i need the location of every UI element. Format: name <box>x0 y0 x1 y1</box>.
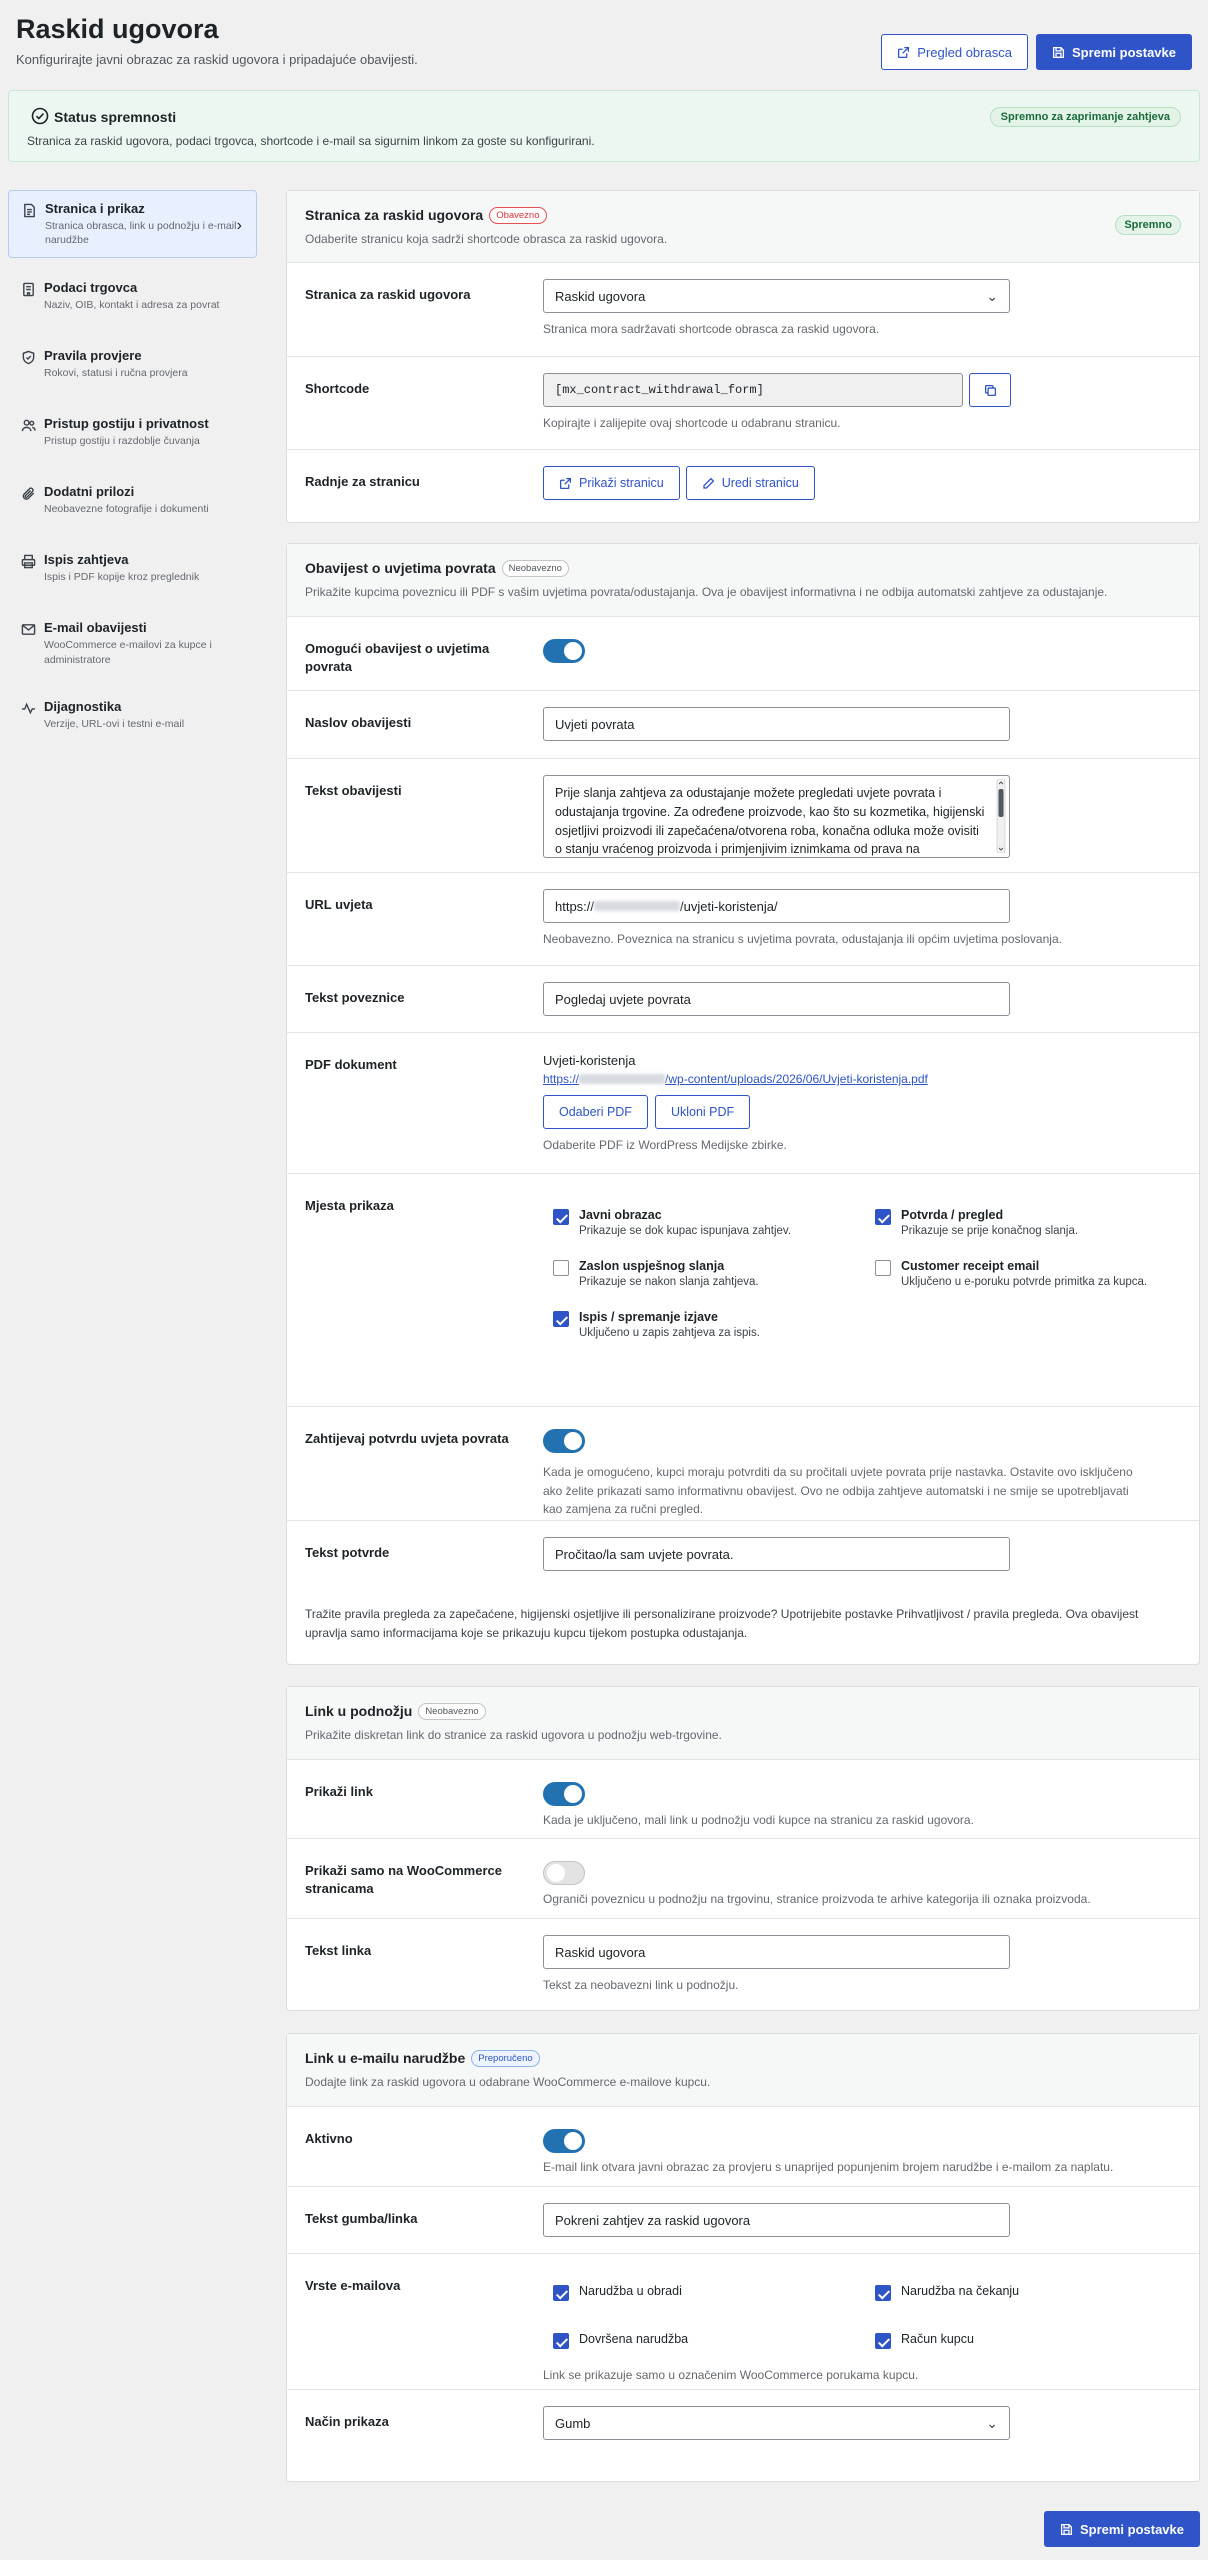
email-types-row <box>287 2254 1199 2390</box>
url-prefix: https:// <box>555 898 595 914</box>
field-label: Tekst obavijesti <box>305 783 402 798</box>
checkbox[interactable] <box>875 1209 891 1225</box>
page-section-panel <box>286 190 1200 523</box>
email-processing-checkbox[interactable] <box>553 2284 875 2298</box>
select-pdf-button[interactable]: Odaberi PDF <box>543 1095 648 1129</box>
redacted-domain <box>579 1074 665 1084</box>
check-desc: Uključeno u e-poruku potvrde primitka za kupca. <box>901 1276 1148 1288</box>
sidebar-item-title: Pristup gostiju i privatnost <box>44 416 209 432</box>
pdf-document-row <box>287 1033 1199 1174</box>
checkbox[interactable] <box>553 1260 569 1276</box>
field-control <box>543 2264 1181 2385</box>
preview-form-button[interactable] <box>881 34 1028 70</box>
checkbox[interactable] <box>875 2285 891 2301</box>
redacted-domain <box>594 901 680 911</box>
page-select-row <box>287 263 1199 357</box>
field-label: PDF dokument <box>305 1057 397 1072</box>
field-control <box>543 889 1181 949</box>
footer-link-text-input[interactable]: Raskid ugovora <box>543 1935 1010 1969</box>
scrollbar[interactable] <box>996 779 1006 853</box>
require-confirmation-row <box>287 1407 1199 1521</box>
field-help: Neobavezno. Poveznica na stranicu s uvjetima povrata, odustajanja ili općim uvjetima poslovanja. <box>543 932 1062 946</box>
link-text-input[interactable]: Pogledaj uvjete povrata <box>543 982 1010 1016</box>
page-icon <box>22 203 37 218</box>
panel-header <box>287 191 1199 263</box>
field-control <box>543 775 1181 858</box>
check-title: Javni obrazac <box>579 1208 662 1222</box>
sidebar-item-diagnostics[interactable] <box>8 689 257 745</box>
checkbox[interactable] <box>875 1260 891 1276</box>
footer-save-label: Spremi postavke <box>1079 2521 1184 2537</box>
check-desc: Prikazuje se dok kupac ispunjava zahtjev. <box>579 1225 792 1237</box>
display-places-checkboxes <box>553 1208 1181 1339</box>
field-label: Radnje za stranicu <box>305 474 420 489</box>
field-label: Aktivno <box>305 2131 353 2146</box>
field-control <box>543 982 1181 1016</box>
checkbox[interactable] <box>553 2285 569 2301</box>
field-control <box>543 1537 1181 1571</box>
chevron-down-icon: ⌄ <box>986 2414 998 2431</box>
ready-badge: Spremno <box>1115 215 1181 235</box>
printer-icon <box>21 554 36 569</box>
notice-text-textarea[interactable] <box>543 775 1010 858</box>
email-types-checkboxes <box>553 2284 1181 2346</box>
check-title: Narudžba u obradi <box>579 2284 682 2298</box>
sidebar-item-desc: Pristup gostiju i razdoblje čuvanja <box>44 435 200 448</box>
shortcode-input[interactable]: [mx_contract_withdrawal_form] <box>543 373 963 407</box>
save-icon <box>1052 46 1065 59</box>
pdf-file-link[interactable] <box>543 1072 1181 1086</box>
sidebar-item-desc: Naziv, OIB, kontakt i adresa za povrat <box>44 299 220 312</box>
link-text-row <box>287 966 1199 1033</box>
field-label: Shortcode <box>305 381 370 396</box>
require-confirmation-toggle[interactable] <box>543 1429 585 1453</box>
field-control <box>543 466 1181 500</box>
sidebar-item-merchant-data[interactable] <box>8 270 257 326</box>
sidebar-item-title: Ispis zahtjeva <box>44 552 129 568</box>
field-help: Kada je uključeno, mali link u podnožju vodi kupce na stranicu za raskid ugovora. <box>543 1813 974 1827</box>
check-title: Customer receipt email <box>901 1259 1040 1273</box>
optional-badge: Neobavezno <box>502 560 569 577</box>
sidebar-item-desc: Rokovi, statusi i ručna provjera <box>44 367 188 380</box>
field-help: Link se prikazuje samo u označenim WooCommerce porukama kupcu. <box>543 2368 919 2382</box>
page-actions-row <box>287 450 1199 522</box>
required-badge: Obavezno <box>489 207 546 224</box>
sidebar-item-desc: Neobavezne fotografije i dokumenti <box>44 503 209 516</box>
field-label: Naslov obavijesti <box>305 715 412 730</box>
status-badge: Spremno za zaprimanje zahtjeva <box>990 107 1181 127</box>
active-row <box>287 2107 1199 2187</box>
email-invoice-checkbox[interactable] <box>875 2332 1175 2346</box>
field-label: Stranica za raskid ugovora <box>305 287 471 302</box>
panel-header <box>287 1687 1199 1760</box>
field-help: Stranica mora sadržavati shortcode obrasca za raskid ugovora. <box>543 322 880 336</box>
save-settings-label: Spremi postavke <box>1071 44 1176 60</box>
show-link-row <box>287 1760 1199 1839</box>
page-header <box>8 0 1200 90</box>
field-help: Ograniči poveznicu u podnožju na trgovinu, stranice proizvoda te arhive kategorija ili oznaka proizvoda. <box>543 1892 1091 1906</box>
remove-pdf-button[interactable]: Ukloni PDF <box>655 1095 750 1129</box>
check-title: Narudžba na čekanju <box>901 2284 1020 2298</box>
sidebar-item-desc: WooCommerce e-mailovi za kupce i administratore <box>44 639 212 666</box>
email-on-hold-checkbox[interactable] <box>875 2284 1175 2298</box>
display-mode-value: Gumb <box>555 2415 591 2431</box>
field-label: Prikaži link <box>305 1784 373 1799</box>
place-receipt-email-checkbox[interactable] <box>875 1259 1175 1288</box>
preview-form-label: Pregled obrasca <box>917 44 1012 60</box>
field-help: Kada je omogućeno, kupci moraju potvrditi da su pročitali uvjete povrata prije nastavka. Ostavite ovo isključeno ako želite prikazati samo informativnu obavijest. Ovo ne odbija zahtjeve automatski i ne smije se upotrebljavati kao zamjena za ručni pregled. <box>543 1465 1133 1517</box>
place-confirmation-checkbox[interactable] <box>875 1208 1175 1237</box>
field-control <box>543 1053 1181 1155</box>
show-link-toggle[interactable] <box>543 1782 585 1806</box>
field-control <box>543 2406 1181 2440</box>
panel-header <box>287 544 1199 617</box>
shield-icon <box>21 350 36 365</box>
copy-shortcode-button[interactable] <box>969 373 1011 407</box>
shortcode-group <box>543 373 1181 407</box>
field-label: Omogući obavijest o uvjetima povrata <box>305 641 490 675</box>
checkbox[interactable] <box>553 1311 569 1327</box>
check-desc: Prikazuje se nakon slanja zahtjeva. <box>579 1276 759 1288</box>
sidebar-item-desc: Stranica obrasca, link u podnožju i e-mail narudžbe <box>45 220 237 247</box>
pdf-url-prefix: https:// <box>543 1072 580 1086</box>
field-label: Zahtijevaj potvrdu uvjeta povrata <box>305 1431 509 1446</box>
field-control <box>543 1935 1181 1995</box>
check-desc: Uključeno u zapis zahtjeva za ispis. <box>579 1327 760 1339</box>
order-email-link-panel <box>286 2033 1200 2482</box>
check-title: Dovršena narudžba <box>579 2332 689 2346</box>
sidebar-item-guest-access[interactable] <box>8 406 257 462</box>
sidebar-item-print-request[interactable] <box>8 542 257 598</box>
save-settings-button[interactable] <box>1036 34 1192 70</box>
sidebar-item-title: Podaci trgovca <box>44 280 138 296</box>
status-text: Stranica za raskid ugovora, podaci trgovca, shortcode i e-mail sa sigurnim linkom za goste su konfigurirani. <box>27 134 595 148</box>
sidebar-item-title: Dodatni prilozi <box>44 484 135 500</box>
sidebar-item-title: Pravila provjere <box>44 348 142 364</box>
link-label-row <box>287 1919 1199 2009</box>
sidebar-item-email-notifications[interactable] <box>8 610 257 676</box>
field-label: Mjesta prikaza <box>305 1198 394 1213</box>
show-page-button[interactable] <box>543 466 680 500</box>
check-desc: Prikazuje se prije konačnog slanja. <box>901 1225 1079 1237</box>
notice-heading-input[interactable]: Uvjeti povrata <box>543 707 1010 741</box>
sidebar-item-desc: Ispis i PDF kopije kroz preglednik <box>44 571 200 584</box>
display-mode-row <box>287 2390 1199 2480</box>
panel-header <box>287 2034 1199 2107</box>
terms-url-input[interactable] <box>543 889 1010 923</box>
footer-save-button[interactable] <box>1044 2511 1200 2547</box>
pdf-url-suffix: /wp-content/uploads/2026/06/Uvjeti-koristenja.pdf <box>665 1072 928 1086</box>
header-actions <box>881 34 1192 70</box>
page-select-value: Raskid ugovora <box>555 288 646 304</box>
pencil-icon <box>702 477 715 490</box>
field-label: Tekst gumba/linka <box>305 2211 418 2226</box>
sidebar-item-desc: Verzije, URL-ovi i testni e-mail <box>44 717 185 730</box>
field-label: Način prikaza <box>305 2414 389 2429</box>
woo-only-toggle[interactable] <box>543 1861 585 1885</box>
sidebar-item-title: Stranica i prikaz <box>45 201 145 216</box>
panel-title: Stranica za raskid ugovora <box>305 207 484 223</box>
place-success-screen-checkbox[interactable] <box>553 1259 875 1288</box>
field-help: Tekst za neobavezni link u podnožju. <box>543 1978 739 1992</box>
chevron-right-icon: › <box>236 217 242 234</box>
notice-text-value: Prije slanja zahtjeva za odustajanje možete pregledati uvjete povrata i odustajanja trgovine. Za određene proizvode, kao što su kozmetika, higijenski osjetljivi proizvodi ili zapečaćena/otvorena roba, konačna odluka može ovisiti o stanju vraćenog proizvoda i primjenjivim iznimkama od prava na <box>555 786 985 857</box>
sidebar-item-page-display[interactable] <box>8 190 257 258</box>
panel-description: Prikažite diskretan link do stranice za raskid ugovora u podnožju web-trgovine. <box>305 1728 722 1742</box>
panel-title: Link u podnožju <box>305 1703 413 1719</box>
field-control <box>543 279 1181 339</box>
pdf-actions <box>543 1095 1181 1129</box>
panel-description: Dodajte link za raskid ugovora u odabrane WooCommerce e-mailove kupcu. <box>305 2075 711 2089</box>
check-title: Račun kupcu <box>901 2332 974 2346</box>
pdf-file-name: Uvjeti-koristenja <box>543 1053 636 1068</box>
settings-sidebar <box>8 190 257 757</box>
notice-text-row <box>287 759 1199 873</box>
field-label: URL uvjeta <box>305 897 373 912</box>
email-button-text-input[interactable]: Pokreni zahtjev za raskid ugovora <box>543 2203 1010 2237</box>
sidebar-item-validation-rules[interactable] <box>8 338 257 394</box>
external-link-icon <box>897 46 910 59</box>
woo-only-row <box>287 1839 1199 1919</box>
copy-icon <box>984 384 997 397</box>
optional-badge: Neobavezno <box>418 1703 485 1720</box>
field-label: Vrste e-mailova <box>305 2278 401 2293</box>
field-control <box>543 1776 1181 1830</box>
sidebar-item-attachments[interactable] <box>8 474 257 530</box>
check-title: Zaslon uspješnog slanja <box>579 1259 725 1273</box>
mail-icon <box>21 622 36 637</box>
panel-title: Link u e-mailu narudžbe <box>305 2050 466 2066</box>
confirmation-text-input[interactable]: Pročitao/la sam uvjete povrata. <box>543 1537 1010 1571</box>
field-control <box>543 1423 1181 1519</box>
place-print-checkbox[interactable] <box>553 1310 875 1339</box>
save-icon <box>1060 2523 1073 2536</box>
field-control <box>543 373 1181 433</box>
display-mode-select[interactable] <box>543 2406 1010 2440</box>
url-suffix: /uvjeti-koristenja/ <box>680 898 778 914</box>
field-control <box>543 2203 1181 2237</box>
place-public-form-checkbox[interactable] <box>553 1208 875 1237</box>
enable-notice-toggle[interactable] <box>543 639 585 663</box>
email-link-active-toggle[interactable] <box>543 2129 585 2153</box>
external-link-icon <box>559 477 572 490</box>
check-circle-icon <box>31 107 49 125</box>
email-completed-checkbox[interactable] <box>553 2332 875 2346</box>
display-places-row <box>287 1174 1199 1407</box>
field-help: Odaberite PDF iz WordPress Medijske zbirke. <box>543 1138 787 1152</box>
confirmation-text-row <box>287 1521 1199 1666</box>
field-control <box>543 633 1181 666</box>
shortcode-row <box>287 357 1199 450</box>
notice-footnote: Tražite pravila pregleda za zapečaćene, higijenski osjetljive ili personalizirane proizvode? Upotrijebite postavke Prihvatljivost / pravila pregleda. Ova obavijest upravlja samo informacijama koje se prikazuju kupcu tijekom postupka odustajanja. <box>305 1607 1139 1641</box>
page-subtitle: Konfigurirajte javni obrazac za raskid ugovora i pripadajuće obavijesti. <box>16 52 418 67</box>
field-label: Prikaži samo na WooCommerce stranicama <box>305 1863 502 1897</box>
field-control <box>543 707 1181 741</box>
notice-heading-row <box>287 691 1199 759</box>
status-title: Status spremnosti <box>54 109 177 125</box>
field-label: Tekst potvrde <box>305 1545 390 1560</box>
field-control <box>543 2123 1181 2177</box>
readiness-status-box <box>8 90 1200 162</box>
field-control <box>543 1855 1181 1909</box>
terms-url-row <box>287 873 1199 966</box>
field-help: Kopirajte i zalijepite ovaj shortcode u odabranu stranicu. <box>543 416 841 430</box>
check-title: Potvrda / pregled <box>901 1208 1004 1222</box>
edit-page-label: Uredi stranicu <box>721 476 799 490</box>
field-control <box>543 1188 1181 1339</box>
edit-page-button[interactable] <box>686 466 815 500</box>
footer-link-panel <box>286 1686 1200 2011</box>
users-icon <box>21 418 36 433</box>
panel-description: Odaberite stranicu koja sadrži shortcode obrasca za raskid ugovora. <box>305 232 668 246</box>
chevron-down-icon: ⌄ <box>986 287 998 304</box>
checkbox[interactable] <box>553 1209 569 1225</box>
return-notice-panel <box>286 543 1200 1665</box>
panel-description: Prikažite kupcima poveznicu ili PDF s vašim uvjetima povrata/odustajanja. Ova je obavijest informativna i ne odbija automatski zahtjeve za odustajanje. <box>305 585 1108 599</box>
field-label: Tekst poveznice <box>305 990 405 1005</box>
panel-title: Obavijest o uvjetima povrata <box>305 560 496 576</box>
button-text-row <box>287 2187 1199 2254</box>
field-help: E-mail link otvara javni obrazac za provjeru s unaprijed popunjenim brojem narudžbe i e-mailom za naplatu. <box>543 2160 1114 2174</box>
sidebar-item-title: Dijagnostika <box>44 698 122 714</box>
checkbox[interactable] <box>553 2333 569 2349</box>
page-title: Raskid ugovora <box>16 14 219 44</box>
checkbox[interactable] <box>875 2333 891 2349</box>
check-title: Ispis / spremanje izjave <box>579 1310 718 1324</box>
store-icon <box>21 282 36 297</box>
paperclip-icon <box>21 486 36 501</box>
show-page-label: Prikaži stranicu <box>579 476 664 490</box>
recommended-badge: Preporučeno <box>471 2050 539 2067</box>
page-select[interactable] <box>543 279 1010 313</box>
sidebar-item-title: E-mail obavijesti <box>44 620 147 636</box>
field-label: Tekst linka <box>305 1943 372 1958</box>
activity-icon <box>21 701 36 716</box>
enable-notice-row <box>287 617 1199 691</box>
